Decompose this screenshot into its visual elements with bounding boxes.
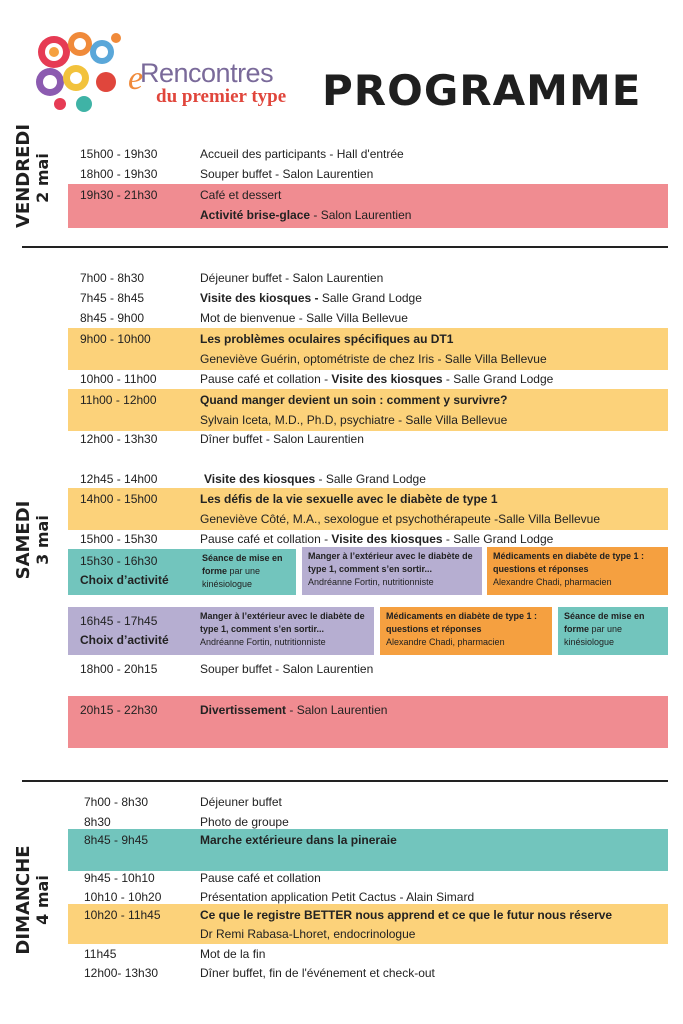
list-item: 11h45 Mot de la fin — [84, 947, 266, 961]
list-item: 15h00 - 15h30 Pause café et collation - Visite des kiosques - Salle Grand Lodge — [80, 532, 554, 546]
list-item: 12h45 - 14h00 Visite des kiosques - Salle Grand Lodge — [80, 472, 426, 486]
list-item: 10h10 - 10h20 Présentation application Petit Cactus - Alain Simard — [84, 890, 475, 904]
choice-option[interactable]: Médicaments en diabète de type 1 : questions et réponses Alexandre Chadi, pharmacien — [487, 547, 668, 595]
divider — [22, 780, 668, 782]
list-item-highlight: 14h00 - 15h00 Les défis de la vie sexuelle avec le diabète de type 1 Geneviève Côté, M.A., sexologue et psychothérapeute -Salle Villa Bellevue — [68, 488, 668, 530]
brand-line1: Rencontres — [140, 58, 274, 88]
choice-time: 15h30 - 16h30 — [80, 554, 158, 568]
choice-option[interactable]: Séance de mise en forme par une kinésiologue — [558, 607, 668, 655]
choice-option[interactable]: Séance de mise en forme par une kinésiologue — [202, 553, 283, 589]
list-item: 7h45 - 8h45 Visite des kiosques - Salle Grand Lodge — [80, 291, 422, 305]
choice-option[interactable]: Manger à l’extérieur avec le diabète de type 1, comment s’en sortir... Andréanne Fortin, nutritionniste — [200, 611, 365, 647]
list-item: 8h30 Photo de groupe — [84, 815, 289, 829]
divider — [22, 246, 668, 248]
list-item-highlight: 19h30 - 21h30 Café et dessert Activité brise-glace - Salon Laurentien — [68, 184, 668, 228]
brand-e-icon: e — [128, 60, 144, 97]
list-item: 7h00 - 8h30 Déjeuner buffet — [84, 795, 282, 809]
list-item: 7h00 - 8h30 Déjeuner buffet - Salon Laurentien — [80, 271, 384, 285]
choice-label: Choix d’activité — [80, 573, 169, 587]
choice-time: 16h45 - 17h45 — [80, 614, 158, 628]
logo-icon — [24, 22, 128, 114]
list-item: 18h00 - 20h15 Souper buffet - Salon Laurentien — [80, 662, 374, 676]
list-item: 15h00 - 19h30 Accueil des participants - Hall d'entrée — [80, 147, 404, 161]
brand-line2: du premier type — [156, 86, 287, 107]
list-item-highlight: 8h45 - 9h45 Marche extérieure dans la pineraie — [68, 829, 668, 871]
list-item: 10h00 - 11h00 Pause café et collation - Visite des kiosques - Salle Grand Lodge — [80, 372, 554, 386]
list-item-highlight: 11h00 - 12h00 Quand manger devient un soin : comment y survivre? Sylvain Iceta, M.D., Ph.D, psychiatre - Salle Villa Bellevue — [68, 389, 668, 431]
list-item: 18h00 - 19h30 Souper buffet - Salon Laurentien — [80, 167, 374, 181]
list-item: 9h45 - 10h10 Pause café et collation — [84, 871, 321, 885]
list-item-highlight: 20h15 - 22h30 Divertissement - Salon Laurentien — [68, 696, 668, 748]
list-item-highlight: 10h20 - 11h45 Ce que le registre BETTER nous apprend et ce que le futur nous réserve Dr Remi Rabasa-Lhoret, endocrinologue — [68, 904, 668, 944]
list-item: 12h00 - 13h30 Dîner buffet - Salon Laurentien — [80, 432, 364, 446]
day-label-saturday: SAMEDI 3 mai — [13, 500, 52, 580]
page-title: PROGRAMME — [322, 66, 642, 115]
choice-option[interactable]: Manger à l’extérieur avec le diabète de type 1, comment s’en sortir... Andréanne Fortin, nutritionniste — [302, 547, 482, 595]
choice-label: Choix d’activité — [80, 633, 169, 647]
list-item-highlight: 9h00 - 10h00 Les problèmes oculaires spécifiques au DT1 Geneviève Guérin, optométriste de chez Iris - Salle Villa Bellevue — [68, 328, 668, 370]
list-item: 8h45 - 9h00 Mot de bienvenue - Salle Villa Bellevue — [80, 311, 408, 325]
choice-option[interactable]: Médicaments en diabète de type 1 : questions et réponses Alexandre Chadi, pharmacien — [380, 607, 552, 655]
list-item: 12h00- 13h30 Dîner buffet, fin de l'événement et check-out — [84, 966, 435, 980]
day-label-friday: VENDREDI 2 mai — [13, 123, 52, 228]
day-label-sunday: DIMANCHE 4 mai — [13, 845, 52, 955]
